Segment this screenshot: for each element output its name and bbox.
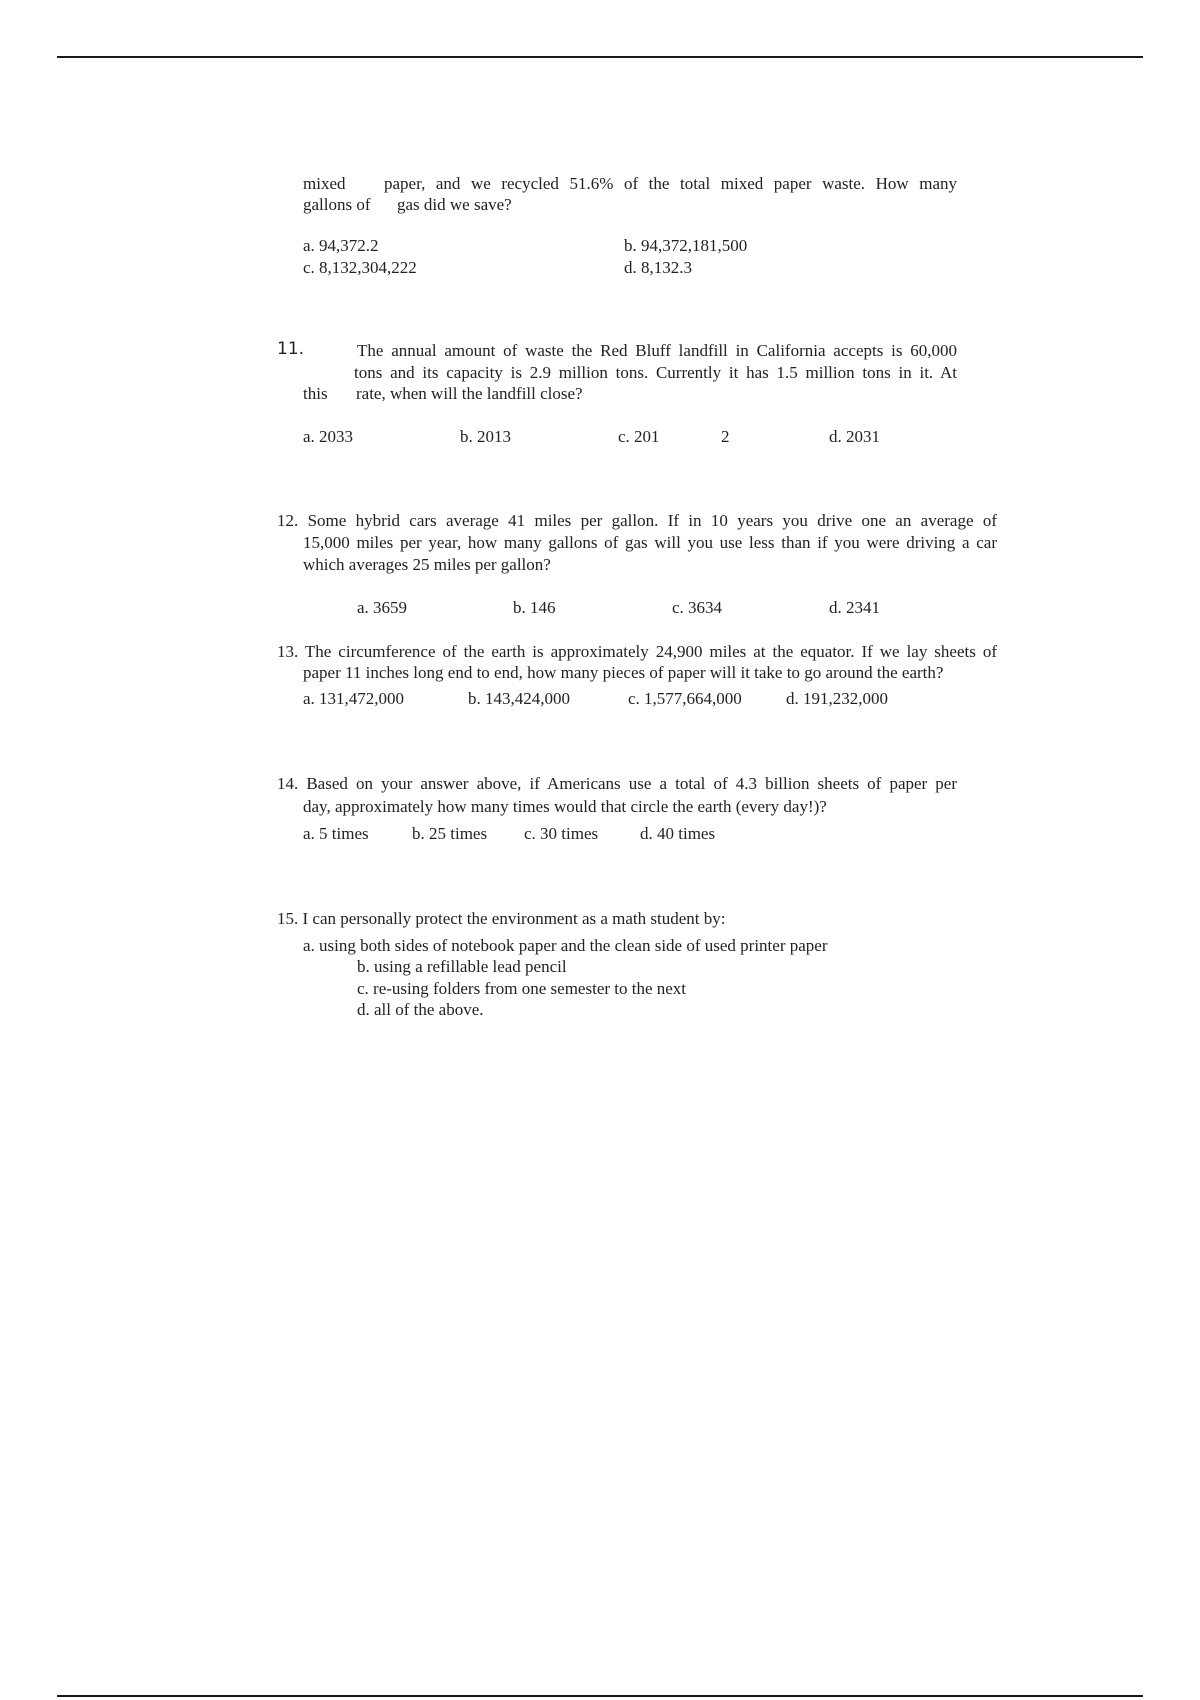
q14-option-d: d. 40 times bbox=[640, 824, 716, 843]
q14-line1: 14. Based on your answer above, if Americans use a total of 4.3 billion sheets of paper per bbox=[277, 774, 957, 793]
q15-option-a: a. using both sides of notebook paper and the clean side of used printer paper bbox=[303, 936, 828, 955]
q12-line2: 15,000 miles per year, how many gallons of gas will you use less than if you were driving a car bbox=[303, 533, 997, 552]
q13-option-b: b. 143,424,000 bbox=[468, 689, 570, 708]
q12-option-a: a. 3659 bbox=[357, 598, 408, 617]
q13-line2: paper 11 inches long end to end, how many pieces of paper will it take to go around the earth? bbox=[303, 663, 944, 682]
q15-option-c: c. re-using folders from one semester to the next bbox=[357, 979, 687, 998]
q13-option-d: d. 191,232,000 bbox=[786, 689, 888, 708]
q10-line2-start: gallons of bbox=[303, 195, 371, 214]
q10-line1-start: mixed bbox=[303, 174, 346, 193]
q12-option-b: b. 146 bbox=[513, 598, 556, 617]
q10-option-c: c. 8,132,304,222 bbox=[303, 258, 417, 277]
q11-number: 11. bbox=[277, 339, 305, 359]
q14-option-c: c. 30 times bbox=[524, 824, 599, 843]
header-rule bbox=[57, 56, 1143, 58]
q10-line2-rest: gas did we save? bbox=[397, 195, 512, 214]
q10-option-b: b. 94,372,181,500 bbox=[624, 236, 748, 255]
q11-line3-rest: rate, when will the landfill close? bbox=[356, 384, 583, 403]
q13-option-a: a. 131,472,000 bbox=[303, 689, 405, 708]
q15-option-b: b. using a refillable lead pencil bbox=[357, 957, 567, 976]
q14-option-b: b. 25 times bbox=[412, 824, 488, 843]
q12-option-d: d. 2341 bbox=[829, 598, 880, 617]
q15-option-d: d. all of the above. bbox=[357, 1000, 484, 1019]
q13-option-c: c. 1,577,664,000 bbox=[628, 689, 742, 708]
footer-rule bbox=[57, 1695, 1143, 1697]
q10-option-d: d. 8,132.3 bbox=[624, 258, 692, 277]
q15-line1: 15. I can personally protect the environment as a math student by: bbox=[277, 909, 726, 928]
q10-option-a: a. 94,372.2 bbox=[303, 236, 379, 255]
q11-option-d: d. 2031 bbox=[829, 427, 880, 446]
q11-line2: tons and its capacity is 2.9 million tons. Currently it has 1.5 million tons in it. At bbox=[354, 363, 957, 382]
q11-line3-start: this bbox=[303, 384, 328, 403]
q11-option-b: b. 2013 bbox=[460, 427, 511, 446]
q11-option-c-tail: 2 bbox=[721, 427, 730, 446]
q12-line3: which averages 25 miles per gallon? bbox=[303, 555, 551, 574]
q14-line2: day, approximately how many times would that circle the earth (every day!)? bbox=[303, 797, 827, 816]
q11-option-c: c. 201 bbox=[618, 427, 660, 446]
q14-option-a: a. 5 times bbox=[303, 824, 369, 843]
q10-line1-rest: paper, and we recycled 51.6% of the total mixed paper waste. How many bbox=[384, 174, 957, 193]
q11-line1: The annual amount of waste the Red Bluff landfill in California accepts is 60,000 bbox=[357, 341, 957, 360]
q13-line1: 13. The circumference of the earth is approximately 24,900 miles at the equator. If we lay sheets of bbox=[277, 642, 997, 661]
q12-line1: 12. Some hybrid cars average 41 miles per gallon. If in 10 years you drive one an average of bbox=[277, 511, 997, 530]
q12-option-c: c. 3634 bbox=[672, 598, 723, 617]
q11-option-a: a. 2033 bbox=[303, 427, 354, 446]
